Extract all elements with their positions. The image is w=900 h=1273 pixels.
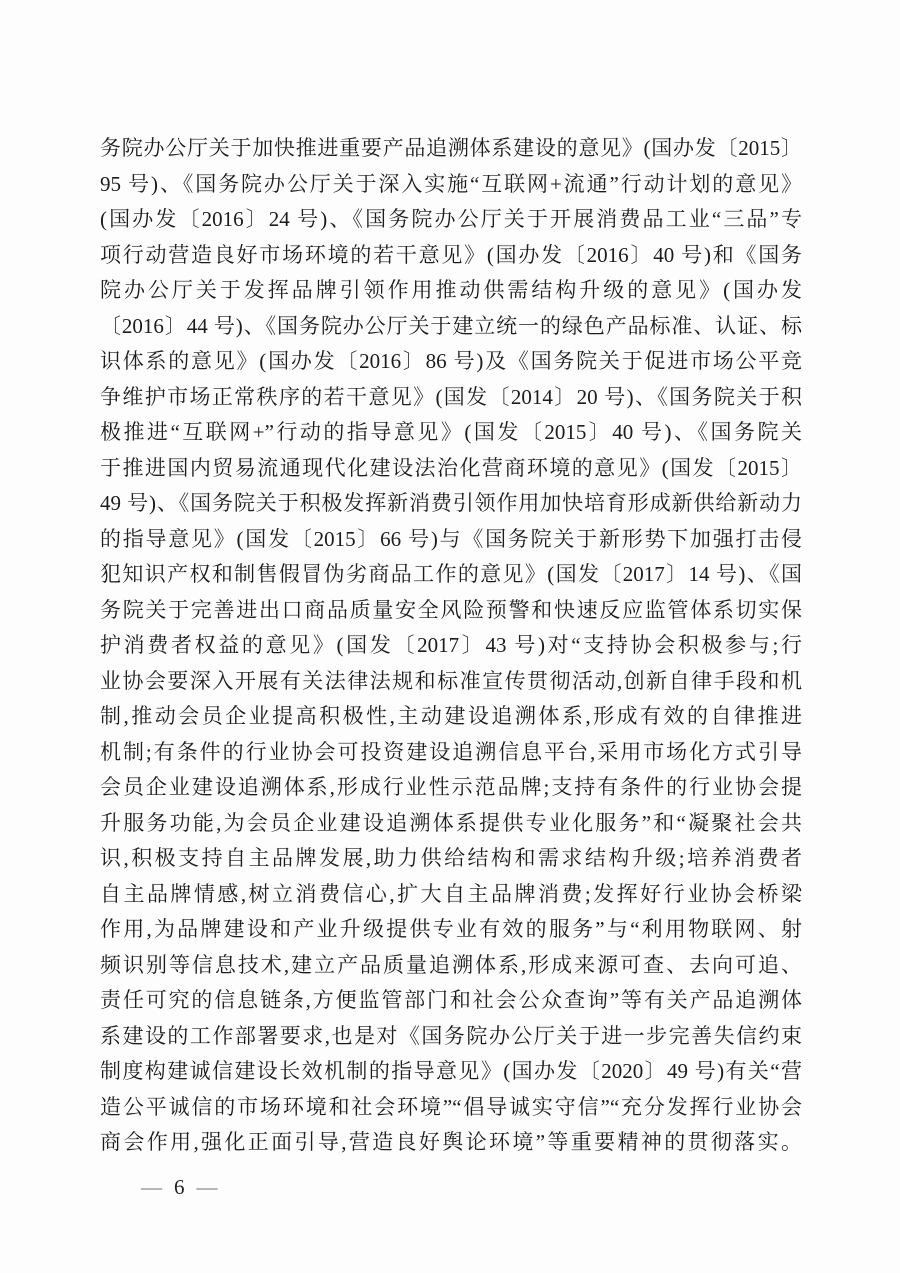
text-line: 升服务功能,为会员企业建设追溯体系提供专业化服务”和“凝聚社会共 <box>100 810 802 835</box>
text-line: 频识别等信息技术,建立产品质量追溯体系,形成来源可查、去向可追、 <box>100 952 802 977</box>
document-body <box>100 131 802 1161</box>
text-line: 系建设的工作部署要求,也是对《国务院办公厅关于进一步完善失信约束 <box>100 1023 802 1048</box>
text-line: 机制;有条件的行业协会可投资建设追溯信息平台,采用市场化方式引导 <box>100 739 802 764</box>
text-line: 〔2016〕44 号)、《国务院办公厅关于建立统一的绿色产品标准、认证、标 <box>100 313 802 338</box>
text-line: 于推进国内贸易流通现代化建设法治化营商环境的意见》(国发〔2015〕 <box>100 455 802 480</box>
text-line: 极推进“互联网+”行动的指导意见》(国发〔2015〕40 号)、《国务院关 <box>100 420 802 444</box>
text-line: 护消费者权益的意见》(国发〔2017〕43 号)对“支持协会积极参与;行 <box>100 633 802 657</box>
text-line: 务院关于完善进出口商品质量安全风险预警和快速反应监管体系切实保 <box>100 597 802 622</box>
text-line: 的指导意见》(国发〔2015〕66 号)与《国务院关于新形势下加强打击侵 <box>100 526 802 551</box>
text-line: 95 号)、《国务院办公厅关于深入实施“互联网+流通”行动计划的意见》 <box>100 171 802 196</box>
text-line: 务院办公厅关于加快推进重要产品追溯体系建设的意见》(国办发〔2015〕 <box>100 136 802 160</box>
text-line: (国办发〔2016〕24 号)、《国务院办公厅关于开展消费品工业“三品”专 <box>100 207 802 231</box>
text-line: 49 号)、《国务院关于积极发挥新消费引领作用加快培育形成新供给新动力 <box>100 491 802 515</box>
text-line: 项行动营造良好市场环境的若干意见》(国办发〔2016〕40 号)和《国务 <box>100 242 802 267</box>
text-line: 院办公厅关于发挥品牌引领作用推动供需结构升级的意见》(国办发 <box>100 278 802 302</box>
text-line: 作用,为品牌建设和产业升级提供专业有效的服务”与“利用物联网、射 <box>100 917 802 941</box>
page-number <box>138 1172 221 1202</box>
text-line: 争维护市场正常秩序的若干意见》(国发〔2014〕20 号)、《国务院关于积 <box>100 384 802 409</box>
text-line: 制度构建诚信建设长效机制的指导意见》(国办发〔2020〕49 号)有关“营 <box>100 1059 802 1083</box>
text-line: 责任可究的信息链条,方便监管部门和社会公众查询”等有关产品追溯体 <box>100 988 802 1012</box>
text-line: 犯知识产权和制售假冒伪劣商品工作的意见》(国发〔2017〕14 号)、《国 <box>100 562 802 586</box>
page-number-value: 6 <box>174 1174 185 1199</box>
text-line: 识,积极支持自主品牌发展,助力供给结构和需求结构升级;培养消费者 <box>100 846 802 870</box>
text-line: 业协会要深入开展有关法律法规和标准宣传贯彻活动,创新自律手段和机 <box>100 668 802 693</box>
page-number-right-dash: — <box>196 1174 218 1199</box>
text-line: 造公平诚信的市场环境和社会环境”“倡导诚实守信”“充分发挥行业协会 <box>100 1094 802 1119</box>
page-number-left-dash: — <box>141 1174 162 1199</box>
text-line: 商会作用,强化正面引导,营造良好舆论环境”等重要精神的贯彻落实。 <box>100 1130 802 1154</box>
text-line: 自主品牌情感,树立消费信心,扩大自主品牌消费;发挥好行业协会桥梁 <box>100 881 802 906</box>
text-line: 制,推动会员企业提高积极性,主动建设追溯体系,形成有效的自律推进 <box>100 704 802 728</box>
text-line: 识体系的意见》(国办发〔2016〕86 号)及《国务院关于促进市场公平竞 <box>100 349 802 373</box>
text-line: 会员企业建设追溯体系,形成行业性示范品牌;支持有条件的行业协会提 <box>100 775 802 799</box>
